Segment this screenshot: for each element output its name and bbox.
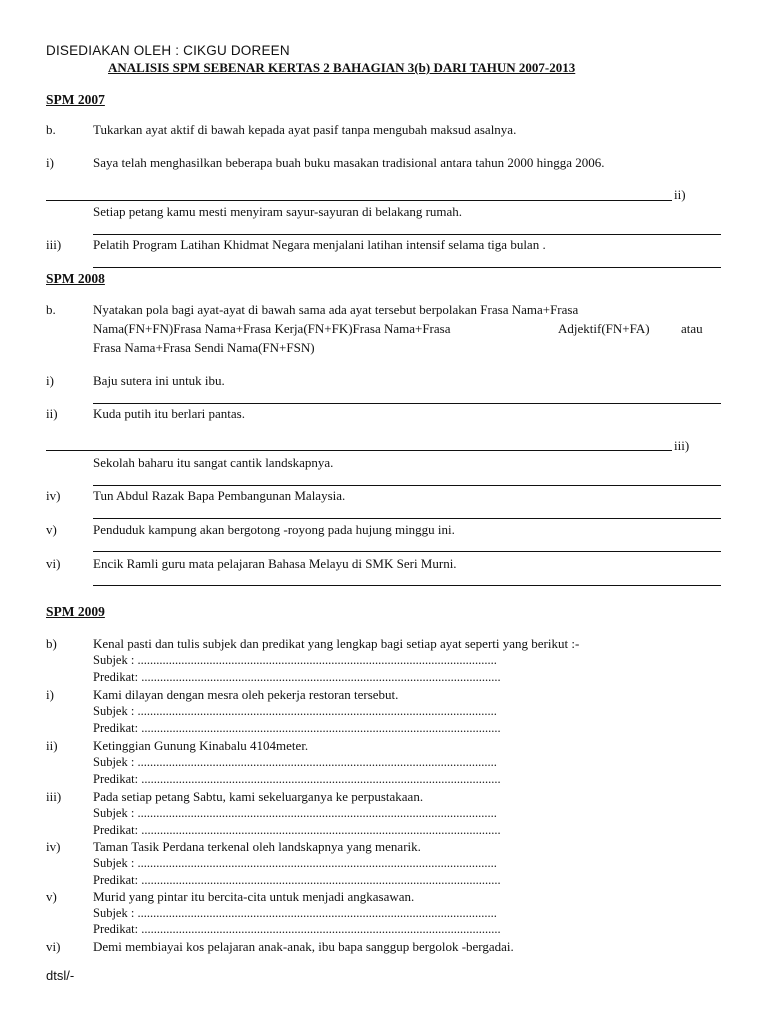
answer-line (93, 585, 721, 586)
answer-line (93, 403, 721, 404)
item-text: Pelatih Program Latihan Khidmat Negara menjalani latihan intensif selama tiga bulan . (93, 237, 546, 252)
subjek-field (93, 653, 497, 668)
subjek-label: Subjek : (93, 806, 135, 820)
subjek-label: Subjek : (93, 704, 135, 718)
item-text: Kuda putih itu berlari pantas. (93, 406, 245, 421)
item-text: Demi membiayai kos pelajaran anak-anak, ibu bapa sanggup bergolok -bergadai. (93, 939, 514, 954)
item-text: Sekolah baharu itu sangat cantik landskapnya. (93, 455, 334, 470)
prepared-by: DISEDIAKAN OLEH : CIKGU DOREEN (46, 43, 290, 58)
item-text: Encik Ramli guru mata pelajaran Bahasa Melayu di SMK Seri Murni. (93, 556, 457, 571)
predikat-field (93, 922, 501, 937)
predikat-label: Predikat: (93, 772, 139, 786)
item-text: Setiap petang kamu mesti menyiram sayur-sayuran di belakang rumah. (93, 204, 463, 219)
section-heading-2008: SPM 2008 (46, 271, 105, 286)
dotted-line: ................................................................................................................... (137, 653, 497, 667)
item-text: Murid yang pintar itu bercita-cita untuk menjadi angkasawan. (93, 889, 415, 904)
item-label: ii) (674, 187, 686, 202)
item-text: Penduduk kampung akan bergotong -royong pada hujung minggu ini. (93, 522, 455, 537)
item-label: iii) (674, 438, 690, 453)
item-text: Saya telah menghasilkan beberapa buah buku masakan tradisional antara tahun 2000 hingga 2006. (93, 155, 605, 170)
section-heading-2009: SPM 2009 (46, 604, 105, 619)
item-text: Taman Tasik Perdana terkenal oleh landskapnya yang menarik. (93, 839, 421, 854)
dotted-line: ................................................................................................................... (137, 704, 497, 718)
subjek-label: Subjek : (93, 856, 135, 870)
dotted-line: ................................................................................................................... (141, 922, 501, 936)
subjek-field (93, 704, 497, 719)
question-label: b. (46, 302, 56, 317)
dotted-line: ................................................................................................................... (141, 873, 501, 887)
item-label: iii) (46, 237, 62, 252)
dotted-line: ................................................................................................................... (141, 772, 501, 786)
dotted-line: ................................................................................................................... (137, 856, 497, 870)
dotted-line: ................................................................................................................... (137, 906, 497, 920)
item-label: v) (46, 522, 57, 537)
item-label: i) (46, 687, 54, 702)
item-label: b) (46, 636, 57, 651)
item-label: v) (46, 889, 57, 904)
item-text: Tun Abdul Razak Bapa Pembangunan Malaysia. (93, 488, 346, 503)
item-label: iv) (46, 488, 61, 503)
question-text: Tukarkan ayat aktif di bawah kepada ayat pasif tanpa mengubah maksud asalnya. (93, 122, 517, 137)
answer-line (46, 200, 672, 201)
question-text: Nama(FN+FN)Frasa Nama+Frasa Kerja(FN+FK)Frasa Nama+Frasa (93, 321, 451, 336)
item-label: iv) (46, 839, 61, 854)
item-label: iii) (46, 789, 62, 804)
item-label: vi) (46, 556, 61, 571)
predikat-field (93, 823, 501, 838)
predikat-field (93, 873, 501, 888)
answer-line (93, 551, 721, 552)
item-text: Pada setiap petang Sabtu, kami sekeluarganya ke perpustakaan. (93, 789, 424, 804)
answer-line (46, 450, 672, 451)
subjek-field (93, 906, 497, 921)
subjek-field (93, 856, 497, 871)
answer-line (93, 518, 721, 519)
dotted-line: ................................................................................................................... (141, 670, 501, 684)
item-label: i) (46, 373, 54, 388)
subjek-field (93, 755, 497, 770)
dotted-line: ................................................................................................................... (137, 755, 497, 769)
question-text: atau (681, 321, 703, 336)
question-text: Nyatakan pola bagi ayat-ayat di bawah sama ada ayat tersebut berpolakan Frasa Nama+Frasa (93, 302, 579, 317)
answer-line (93, 485, 721, 486)
item-text: Ketinggian Gunung Kinabalu 4104meter. (93, 738, 309, 753)
predikat-label: Predikat: (93, 922, 139, 936)
question-text: Adjektif(FN+FA) (558, 321, 650, 336)
subjek-label: Subjek : (93, 906, 135, 920)
footer-mark: dtsl/- (46, 968, 75, 983)
predikat-label: Predikat: (93, 670, 139, 684)
dotted-line: ................................................................................................................... (141, 823, 501, 837)
item-label: ii) (46, 738, 58, 753)
item-text: Kami dilayan dengan mesra oleh pekerja restoran tersebut. (93, 687, 399, 702)
predikat-label: Predikat: (93, 823, 139, 837)
item-label: ii) (46, 406, 58, 421)
answer-line (93, 267, 721, 268)
predikat-label: Predikat: (93, 873, 139, 887)
item-text: Kenal pasti dan tulis subjek dan predikat yang lengkap bagi setiap ayat seperti yang berikut :- (93, 636, 580, 651)
item-label: i) (46, 155, 54, 170)
item-label: vi) (46, 939, 61, 954)
page-title: ANALISIS SPM SEBENAR KERTAS 2 BAHAGIAN 3(b) DARI TAHUN 2007-2013 (108, 60, 576, 75)
question-text: Frasa Nama+Frasa Sendi Nama(FN+FSN) (93, 340, 315, 355)
answer-line (93, 234, 721, 235)
question-label: b. (46, 122, 56, 137)
predikat-label: Predikat: (93, 721, 139, 735)
dotted-line: ................................................................................................................... (137, 806, 497, 820)
dotted-line: ................................................................................................................... (141, 721, 501, 735)
predikat-field (93, 721, 501, 736)
predikat-field (93, 772, 501, 787)
predikat-field (93, 670, 501, 685)
subjek-label: Subjek : (93, 653, 135, 667)
subjek-label: Subjek : (93, 755, 135, 769)
subjek-field (93, 806, 497, 821)
section-heading-2007: SPM 2007 (46, 92, 105, 107)
item-text: Baju sutera ini untuk ibu. (93, 373, 225, 388)
